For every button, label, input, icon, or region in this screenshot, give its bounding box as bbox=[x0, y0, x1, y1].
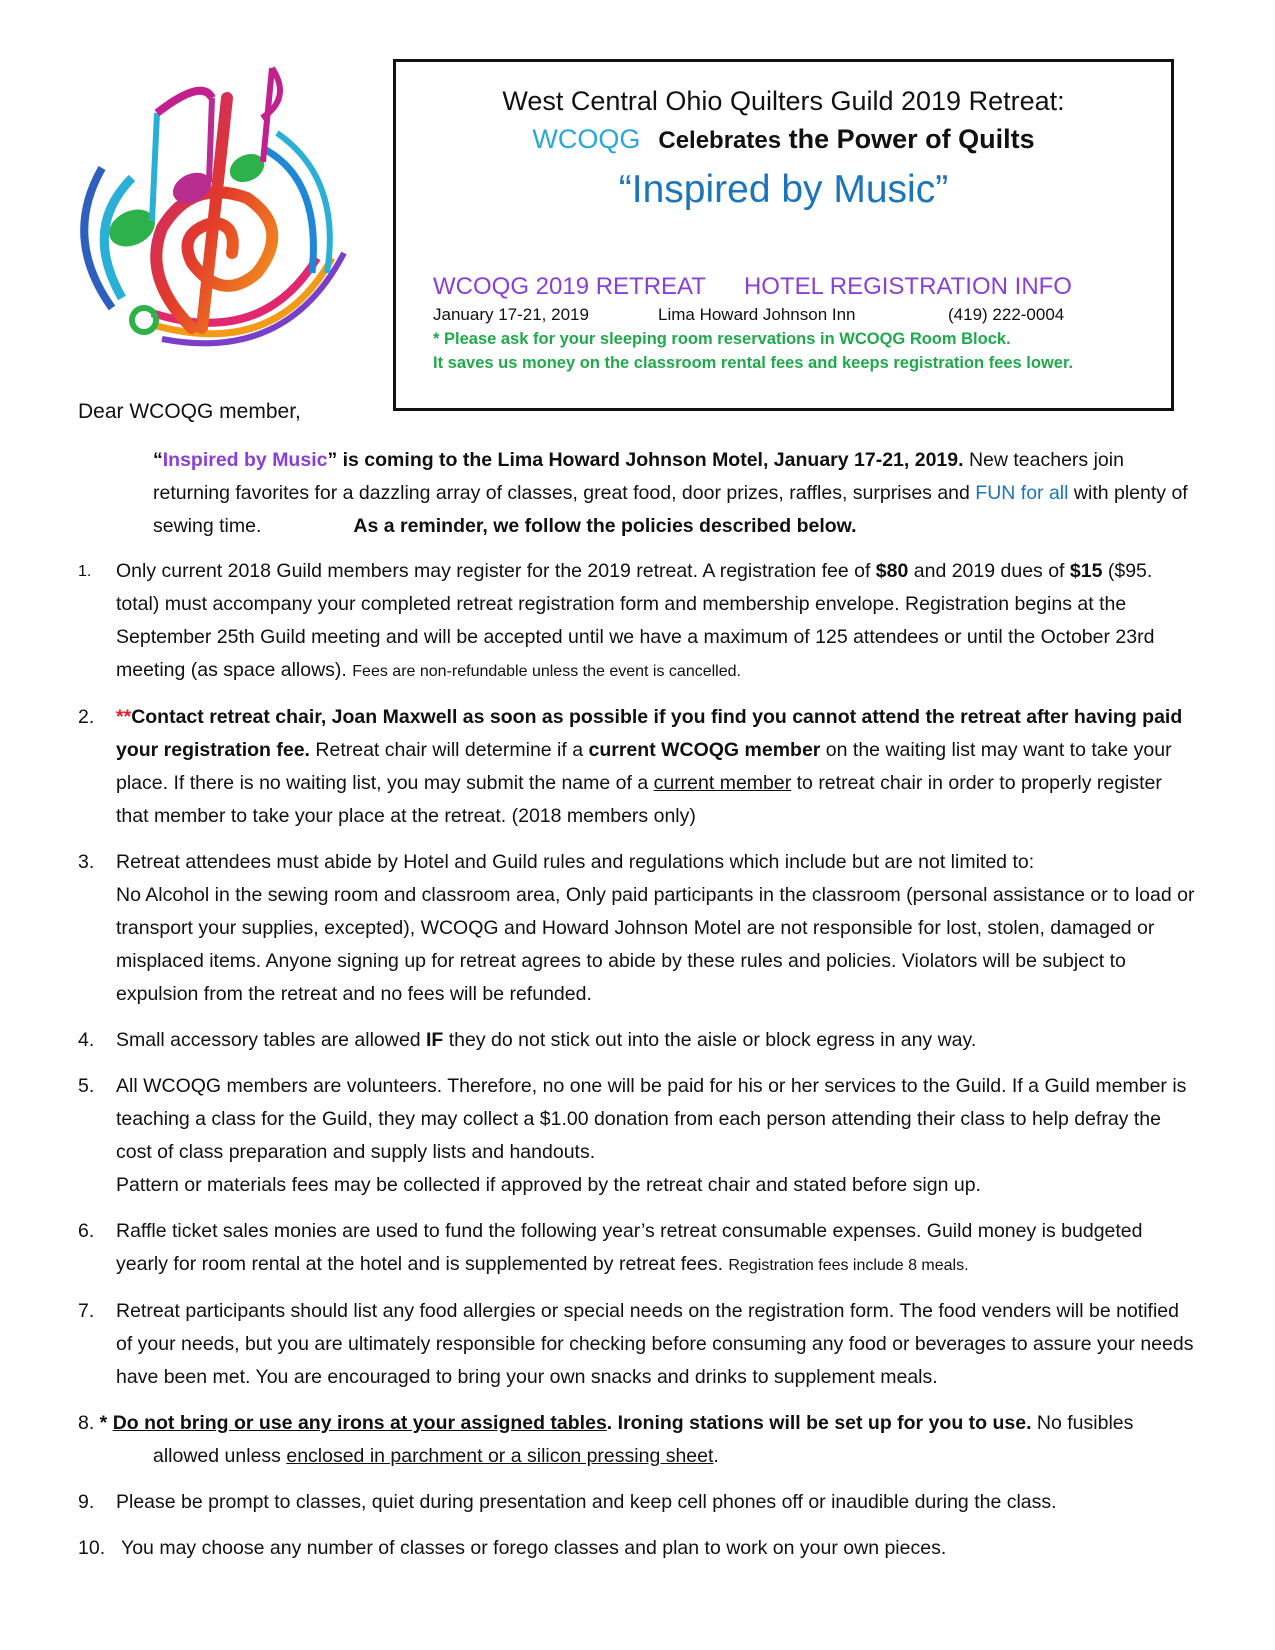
rule-text: they do not stick out into the aisle or block egress in any way. bbox=[443, 1029, 977, 1051]
list-item bbox=[78, 1070, 1198, 1202]
rule-text: and 2019 dues of bbox=[908, 560, 1070, 582]
current-member-underline: current member bbox=[653, 772, 792, 794]
policies-reminder: As a reminder, we follow the policies described below. bbox=[353, 515, 857, 537]
greeting: Dear WCOQG member, bbox=[78, 400, 301, 423]
rule-text: Pattern or materials fees may be collected if approved by the retreat chair and stated before sign up. bbox=[116, 1174, 981, 1196]
list-item bbox=[78, 1295, 1198, 1394]
rule-text: Retreat participants should list any food allergies or special needs on the registration form. The food venders will be notified of your needs, but you are ultimately responsible for checking before consuming any food or beverages to assure your needs have been met. You are encouraged to bring your own snacks and drinks to supplement meals. bbox=[116, 1300, 1194, 1388]
dues-amount: $15 bbox=[1069, 560, 1103, 582]
item-number: 4. bbox=[78, 1029, 95, 1051]
rule-text: All WCOQG members are volunteers. Therefore, no one will be paid for his or her services to the Guild. If a Guild member is teaching a class for the Guild, they may collect a $1.00 donation from each person attending their class to help defray the cost of class preparation and supply lists and handouts. bbox=[116, 1075, 1187, 1163]
list-item bbox=[78, 1486, 1198, 1519]
list-item bbox=[78, 1215, 1198, 1282]
retreat-label: WCOQG 2019 RETREAT bbox=[433, 273, 706, 300]
item-number: 3. bbox=[78, 851, 95, 873]
intro-theme: Inspired by Music bbox=[162, 449, 328, 471]
double-asterisk: ** bbox=[116, 706, 132, 728]
list-item bbox=[78, 846, 1198, 1011]
wcoqg-acronym: WCOQG bbox=[532, 124, 641, 154]
rule-text: to retreat chair in order to properly register that member to take your place at the retreat. (2018 members only) bbox=[116, 772, 1162, 827]
item-number: 1. bbox=[78, 563, 92, 580]
intro-event-line: ” is coming to the Lima Howard Johnson Motel, January 17-21, 2019. bbox=[327, 449, 964, 471]
rule-text: Raffle ticket sales monies are used to fund the following year’s retreat consumable expenses. Guild money is budgeted yearly for room rental at the hotel and is supplemented by retreat fees. bbox=[116, 1220, 1143, 1275]
retreat-theme: “Inspired by Music” bbox=[618, 168, 949, 211]
list-item bbox=[78, 1407, 1198, 1473]
hotel-phone: (419) 222-0004 bbox=[948, 305, 1065, 324]
hotel-registration-label: HOTEL REGISTRATION INFO bbox=[743, 273, 1072, 300]
parchment-underline: enclosed in parchment or a silicon pressing sheet bbox=[286, 1445, 714, 1467]
item-number: 5. bbox=[78, 1075, 95, 1097]
list-item bbox=[78, 1532, 1198, 1565]
if-bold: IF bbox=[425, 1029, 444, 1051]
hotel-registration-header bbox=[433, 273, 1072, 301]
retreat-dates: January 17-21, 2019 bbox=[433, 305, 589, 324]
list-item bbox=[78, 701, 1198, 833]
rule-text: No Alcohol in the sewing room and classroom area, Only paid participants in the classroom (personal assistance or to load or transport your supplies, excepted), WCOQG and Howard Johnson Motel are not responsible for lost, stolen, damaged or misplaced items. Anyone signing up for retreat agrees to abide by these rules and policies. Violators will be subject to expulsion from the retreat and no fees will be refunded. bbox=[116, 884, 1195, 1005]
retreat-info-box bbox=[393, 59, 1174, 411]
item-number: 7. bbox=[78, 1300, 95, 1322]
music-notes-logo-icon bbox=[62, 58, 347, 353]
retreat-subtitle bbox=[396, 124, 1171, 155]
fun-for-all: FUN for all bbox=[975, 482, 1069, 504]
no-irons-text: Do not bring or use any irons at your assigned tables bbox=[112, 1412, 607, 1434]
meals-note: Registration fees include 8 meals. bbox=[728, 1257, 969, 1274]
rule-text: Retreat chair will determine if a bbox=[309, 739, 589, 761]
list-item bbox=[78, 555, 1198, 688]
asterisk: * bbox=[94, 1412, 113, 1434]
intro-text-2: with plenty of sewing time. bbox=[153, 482, 1188, 537]
item-number: 2. bbox=[78, 706, 95, 728]
intro-text: New teachers join returning favorites for a dazzling array of classes, great food, door prizes, raffles, surprises and bbox=[153, 449, 1124, 504]
item-number: 6. bbox=[78, 1220, 95, 1242]
hotel-venue: Lima Howard Johnson Inn bbox=[658, 305, 856, 324]
ironing-stations-text: . Ironing stations will be set up for you to use. bbox=[606, 1412, 1032, 1434]
savings-note: It saves us money on the classroom rental fees and keeps registration fees lower. bbox=[433, 354, 1074, 372]
policy-list bbox=[78, 555, 1198, 1578]
intro-quote: “ bbox=[153, 449, 163, 471]
current-member-bold: current WCOQG member bbox=[588, 739, 821, 761]
item-number: 10. bbox=[78, 1537, 106, 1559]
registration-fee: $80 bbox=[875, 560, 909, 582]
list-item bbox=[78, 1024, 1198, 1057]
room-block-note: * Please ask for your sleeping room reservations in WCOQG Room Block. bbox=[433, 330, 1011, 348]
item-number: 8. bbox=[78, 1412, 95, 1434]
rule-text: ($95. total) must accompany your completed retreat registration form and membership envelope. Registration begins at the September 25th Guild meeting and will be accepted until we have a maximum of 125 attendees or until the October 23rd meeting (as space allows). bbox=[116, 560, 1155, 681]
celebrates-text: Celebrates bbox=[658, 127, 782, 154]
item-number: 9. bbox=[78, 1491, 95, 1513]
hotel-info-line bbox=[433, 305, 1065, 325]
rule-text: Please be prompt to classes, quiet during presentation and keep cell phones off or inaudible during the class. bbox=[116, 1491, 1057, 1513]
rule-text: allowed unless bbox=[153, 1445, 287, 1467]
rule-text: Retreat attendees must abide by Hotel and Guild rules and regulations which include but are not limited to: bbox=[116, 851, 1035, 873]
intro-paragraph bbox=[153, 444, 1198, 543]
rule-text: on the waiting list may want to take your place. If there is no waiting list, you may submit the name of a bbox=[116, 739, 1172, 794]
refund-note: Fees are non-refundable unless the event is cancelled. bbox=[352, 663, 741, 680]
rule-text: You may choose any number of classes or forego classes and plan to work on your own pieces. bbox=[121, 1537, 947, 1559]
rule-text: . bbox=[713, 1445, 719, 1467]
retreat-title: West Central Ohio Quilters Guild 2019 Retreat: bbox=[502, 86, 1065, 116]
rule-text: Small accessory tables are allowed bbox=[116, 1029, 426, 1051]
contact-chair-text: Contact retreat chair, Joan Maxwell as soon as possible if you find you cannot attend the retreat after having paid your registration fee. bbox=[116, 706, 1183, 761]
power-of-quilts-text: the Power of Quilts bbox=[788, 124, 1035, 154]
rule-text: Only current 2018 Guild members may register for the 2019 retreat. A registration fee of bbox=[116, 560, 876, 582]
rule-text: No fusibles bbox=[1031, 1412, 1134, 1434]
